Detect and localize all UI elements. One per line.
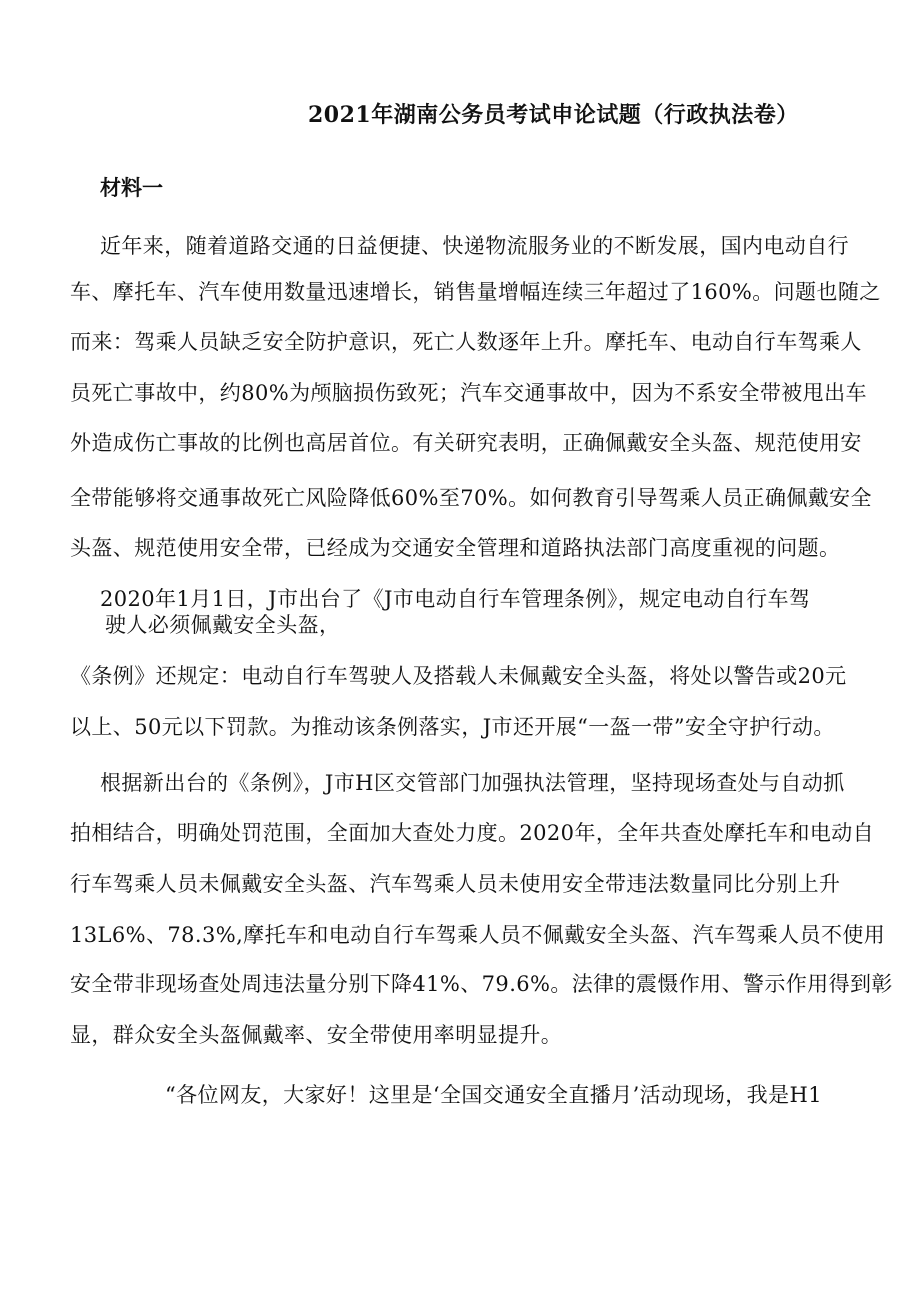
section-label: 材料一 (100, 175, 163, 200)
paragraph-line: 近年来，随着道路交通的日益便捷、快递物流服务业的不断发展，国内电动自行 (100, 234, 849, 258)
paragraph-line: 头盔、规范使用安全带，已经成为交通安全管理和道路执法部门高度重视的问题。 (70, 536, 841, 560)
paragraph-line: 根据新出台的《条例》，J市H区交管部门加强执法管理，坚持现场查处与自动抓 (100, 771, 845, 795)
paragraph-line: 全带能够将交通事故死亡风险降低60%至70%。如何教育引导驾乘人员正确佩戴安全 (70, 486, 872, 510)
paragraph-line: 安全带非现场查处周违法量分别下降41%、79.6%。法律的震慑作用、警示作用得到彰 (70, 972, 893, 996)
paragraph-line: 显，群众安全头盔佩戴率、安全带使用率明显提升。 (70, 1023, 563, 1047)
paragraph-line: 拍相结合，明确处罚范围，全面加大查处力度。2020年，全年共查处摩托车和电动自 (70, 821, 875, 845)
paragraph-line: “各位网友，大家好！这里是‘全国交通安全直播月’活动现场，我是H1 (165, 1083, 822, 1107)
paragraph-line: 驶人必须佩戴安全头盔， (105, 613, 341, 637)
document-title: 2021年湖南公务员考试申论试题（行政执法卷） (308, 102, 799, 128)
paragraph-line: 而来：驾乘人员缺乏安全防护意识，死亡人数逐年上升。摩托车、电动自行车驾乘人 (70, 330, 862, 354)
paragraph-line: 2020年1月1日，J市出台了《J市电动自行车管理条例》，规定电动自行车驾 (100, 587, 811, 611)
paragraph-line: 《条例》还规定：电动自行车驾驶人及搭载人未佩戴安全头盔，将处以警告或20元 (70, 664, 847, 688)
paragraph-line: 13L6%、78.3%,摩托车和电动自行车驾乘人员不佩戴安全头盔、汽车驾乘人员不使用 (70, 923, 886, 947)
paragraph-line: 行车驾乘人员未佩戴安全头盔、汽车驾乘人员未使用安全带违法数量同比分别上升 (70, 872, 841, 896)
paragraph-line: 以上、50元以下罚款。为推动该条例落实，J市还开展“一盔一带”安全守护行动。 (70, 715, 835, 739)
paragraph-line: 车、摩托车、汽车使用数量迅速增长，销售量增幅连续三年超过了160%。问题也随之 (70, 280, 881, 304)
paragraph-line: 外造成伤亡事故的比例也高居首位。有关研究表明，正确佩戴安全头盔、规范使用安 (70, 431, 862, 455)
paragraph-line: 员死亡事故中，约80%为颅脑损伤致死；汽车交通事故中，因为不系安全带被甩出车 (70, 381, 867, 405)
